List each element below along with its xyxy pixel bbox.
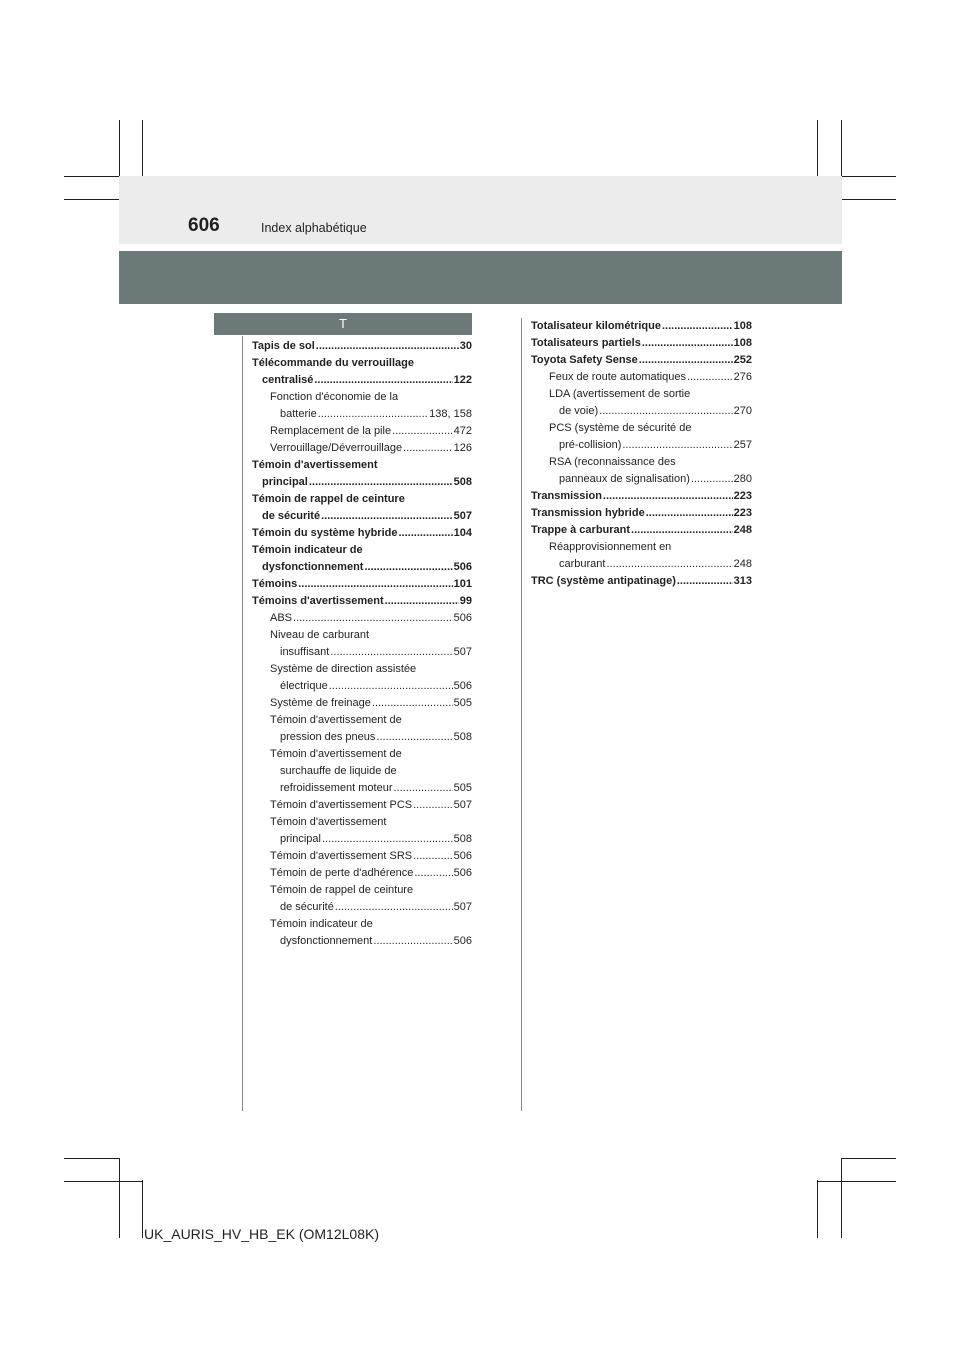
dot-leader [293, 610, 453, 627]
index-entry-page: 313 [733, 575, 752, 587]
dot-leader [599, 403, 733, 420]
index-entry-page: 276 [733, 371, 752, 383]
index-entry-page: 472 [453, 425, 472, 437]
index-entry-page: 506 [453, 612, 472, 624]
index-entry-page: 138, 158 [429, 408, 472, 420]
index-entry-term: Témoin indicateur de [270, 918, 373, 930]
index-entry-term: Remplacement de la pile [270, 425, 392, 437]
index-entry [531, 386, 752, 420]
index-entry [252, 423, 472, 440]
index-entry [531, 352, 752, 369]
index-entry-page: 505 [453, 697, 472, 709]
crop-mark [119, 1158, 120, 1238]
index-entry-term: ABS [270, 612, 293, 624]
index-entry-page: 506 [453, 680, 472, 692]
index-entry-page: 257 [733, 439, 752, 451]
index-entry-term: Télécommande du verrouillage [252, 357, 414, 369]
column-rule-left [242, 336, 243, 1111]
index-entry [531, 369, 752, 386]
index-entry-page: 507 [453, 901, 472, 913]
crop-mark [817, 1180, 818, 1238]
index-entry-term: de sécurité [262, 510, 321, 522]
index-entry [252, 627, 472, 661]
index-entry [252, 882, 472, 916]
column-rule-middle [521, 318, 522, 1111]
crop-mark [64, 1158, 120, 1159]
index-entry-page: 508 [453, 833, 472, 845]
page-number: 606 [188, 215, 220, 236]
index-entry [252, 491, 472, 525]
index-entry-page: 270 [733, 405, 752, 417]
index-entry-page: 126 [453, 442, 472, 454]
dot-leader [376, 729, 452, 746]
index-entry-term: Témoin de rappel de ceinture [252, 493, 405, 505]
index-entry [252, 610, 472, 627]
index-entry [531, 420, 752, 454]
index-entry-term: Témoin d'avertissement de [270, 748, 402, 760]
index-entry-term: Témoin indicateur de [252, 544, 363, 556]
index-entry-term: surchauffe de liquide de [280, 765, 397, 777]
index-entry [531, 488, 752, 505]
index-entry [531, 318, 752, 335]
index-entry-term: électrique [280, 680, 328, 692]
index-column-right [531, 318, 752, 590]
index-entry [252, 712, 472, 746]
crop-mark [64, 199, 120, 200]
index-entry-page: 507 [453, 799, 472, 811]
index-entry-page: 280 [733, 473, 752, 485]
index-entry [531, 573, 752, 590]
dot-leader [403, 440, 453, 457]
index-entry [252, 389, 472, 423]
dot-leader [373, 933, 452, 950]
dot-leader [364, 559, 452, 576]
index-entry-term: de sécurité [280, 901, 334, 913]
dot-leader [631, 522, 733, 539]
index-entry-page: 508 [453, 476, 472, 488]
index-entry-page: 108 [733, 320, 752, 332]
dot-leader [322, 831, 453, 848]
index-entry-term: Totalisateur kilométrique [531, 320, 661, 332]
index-entry-page: 122 [453, 374, 472, 386]
index-entry [252, 746, 472, 797]
dot-leader [316, 338, 459, 355]
dot-leader [687, 369, 733, 386]
index-entry [252, 814, 472, 848]
dot-leader [414, 865, 452, 882]
dot-leader [646, 505, 733, 522]
index-entry-term: de voie) [559, 405, 599, 417]
crop-mark [841, 1158, 896, 1159]
index-entry-term: centralisé [262, 374, 314, 386]
index-entry-page: 108 [733, 337, 752, 349]
index-entry-term: Témoin d'avertissement [252, 459, 378, 471]
index-entry-page: 506 [453, 561, 472, 573]
index-entry-page: 99 [459, 595, 472, 607]
index-entry-term: Témoin de perte d'adhérence [270, 867, 414, 879]
index-entry [252, 440, 472, 457]
index-entry-term: Trappe à carburant [531, 524, 631, 536]
crop-mark [142, 1180, 143, 1238]
dot-leader [394, 780, 453, 797]
dot-leader [321, 508, 453, 525]
dot-leader [413, 797, 453, 814]
index-entry [531, 454, 752, 488]
section-band [119, 251, 842, 304]
index-entry-page: 30 [459, 340, 472, 352]
dot-leader [642, 335, 733, 352]
dot-leader [309, 474, 453, 491]
index-entry-term: Témoin d'avertissement PCS [270, 799, 413, 811]
index-entry-page: 507 [453, 510, 472, 522]
dot-leader [603, 488, 733, 505]
document-code: UK_AURIS_HV_HB_EK (OM12L08K) [144, 1226, 379, 1242]
index-entry-page: 104 [453, 527, 472, 539]
dot-leader [606, 556, 732, 573]
dot-leader [622, 437, 732, 454]
index-entry-term: dysfonctionnement [262, 561, 364, 573]
index-entry-term: TRC (système antipatinage) [531, 575, 676, 587]
index-entry-term: pré-collision) [559, 439, 622, 451]
index-entry-term: Témoin d'avertissement SRS [270, 850, 413, 862]
section-letter-tab: T [214, 313, 472, 335]
page-title: Index alphabétique [261, 221, 367, 235]
index-entry-term: Transmission hybride [531, 507, 645, 519]
index-entry-page: 223 [733, 507, 752, 519]
index-entry [252, 338, 472, 355]
index-entry-page: 223 [733, 490, 752, 502]
crop-mark [841, 1158, 842, 1238]
index-entry-page: 508 [453, 731, 472, 743]
index-entry-term: dysfonctionnement [280, 935, 373, 947]
index-entry [252, 865, 472, 882]
dot-leader [298, 576, 452, 593]
header-band [119, 176, 842, 244]
index-entry-term: Réapprovisionnement en [549, 541, 672, 553]
crop-mark [64, 1181, 143, 1182]
dot-leader [691, 471, 733, 488]
index-entry-term: RSA (reconnaissance des [549, 456, 676, 468]
index-entry [252, 593, 472, 610]
dot-leader [314, 372, 452, 389]
index-entry-page: 101 [453, 578, 472, 590]
index-entry-term: Fonction d'économie de la [270, 391, 399, 403]
index-entry [252, 661, 472, 695]
index-entry-page: 252 [733, 354, 752, 366]
index-entry [252, 457, 472, 491]
dot-leader [398, 525, 452, 542]
index-entry-term: carburant [559, 558, 606, 570]
crop-mark [841, 199, 896, 200]
index-entry [531, 522, 752, 539]
index-entry [531, 505, 752, 522]
index-entry-term: pression des pneus [280, 731, 376, 743]
index-entry-term: batterie [280, 408, 317, 420]
index-entry [252, 542, 472, 576]
dot-leader [662, 318, 733, 335]
index-entry-page: 248 [733, 558, 752, 570]
index-entry-term: panneaux de signalisation) [559, 473, 690, 485]
index-entry-term: Témoin de rappel de ceinture [270, 884, 414, 896]
index-entry-term: Témoins [252, 578, 298, 590]
index-entry [252, 848, 472, 865]
index-entry [252, 576, 472, 593]
dot-leader [639, 352, 733, 369]
index-entry-term: principal [280, 833, 321, 845]
index-entry-term: Niveau de carburant [270, 629, 370, 641]
index-entry-term: Témoins d'avertissement [252, 595, 384, 607]
index-entry-page: 506 [453, 935, 472, 947]
crop-mark [817, 1181, 896, 1182]
index-entry [252, 797, 472, 814]
index-entry-page: 506 [453, 867, 472, 879]
index-entry [252, 355, 472, 389]
index-entry-term: Totalisateurs partiels [531, 337, 641, 349]
dot-leader [329, 678, 453, 695]
index-entry-page: 507 [453, 646, 472, 658]
index-entry-page: 248 [733, 524, 752, 536]
index-entry-term: insuffisant [280, 646, 330, 658]
index-entry-term: Témoin du système hybride [252, 527, 398, 539]
dot-leader [677, 573, 733, 590]
index-entry-term: refroidissement moteur [280, 782, 393, 794]
dot-leader [318, 406, 428, 423]
dot-leader [413, 848, 453, 865]
dot-leader [392, 423, 453, 440]
index-entry [252, 695, 472, 712]
index-column-left [252, 338, 472, 950]
index-entry-term: Transmission [531, 490, 602, 502]
index-entry-term: Tapis de sol [252, 340, 315, 352]
index-entry-term: Feux de route automatiques [549, 371, 686, 383]
index-entry-term: LDA (avertissement de sortie [549, 388, 691, 400]
index-entry-page: 505 [453, 782, 472, 794]
index-entry-term: principal [262, 476, 308, 488]
dot-leader [330, 644, 452, 661]
index-entry [531, 335, 752, 352]
index-entry-term: PCS (système de sécurité de [549, 422, 692, 434]
dot-leader [335, 899, 453, 916]
dot-leader [385, 593, 459, 610]
index-entry [531, 539, 752, 573]
index-entry [252, 525, 472, 542]
index-entry-page: 506 [453, 850, 472, 862]
index-entry-term: Toyota Safety Sense [531, 354, 638, 366]
dot-leader [372, 695, 453, 712]
index-entry-term: Système de direction assistée [270, 663, 417, 675]
index-entry-term: Témoin d'avertissement de [270, 714, 402, 726]
index-entry-term: Verrouillage/Déverrouillage [270, 442, 403, 454]
index-entry-term: Système de freinage [270, 697, 371, 709]
index-entry-term: Témoin d'avertissement [270, 816, 387, 828]
index-entry [252, 916, 472, 950]
